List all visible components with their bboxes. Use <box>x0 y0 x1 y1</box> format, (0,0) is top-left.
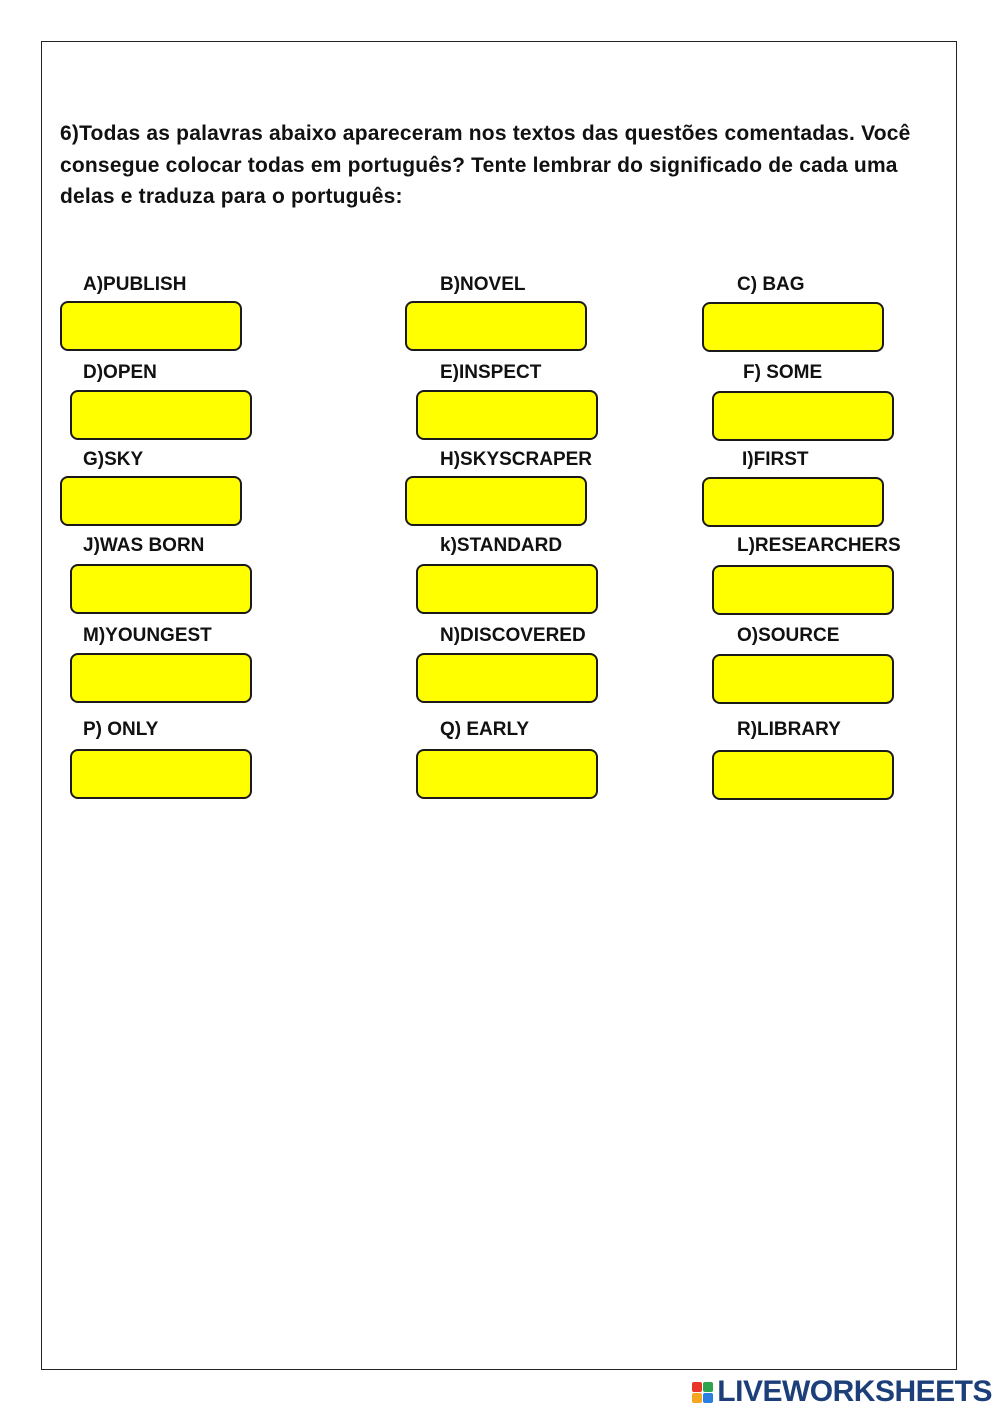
item-label-o: O)SOURCE <box>737 625 840 646</box>
item-label-i: I)FIRST <box>742 449 809 470</box>
worksheet-page <box>41 41 957 1370</box>
answer-input-r[interactable] <box>712 750 894 800</box>
answer-input-g[interactable] <box>60 476 242 526</box>
item-label-c: C) BAG <box>737 274 805 295</box>
item-label-l: L)RESEARCHERS <box>737 535 901 556</box>
answer-input-a[interactable] <box>60 301 242 351</box>
answer-input-i[interactable] <box>702 477 884 527</box>
item-label-r: R)LIBRARY <box>737 719 841 740</box>
item-label-p: P) ONLY <box>83 719 159 740</box>
answer-input-e[interactable] <box>416 390 598 440</box>
item-label-b: B)NOVEL <box>440 274 526 295</box>
answer-input-l[interactable] <box>712 565 894 615</box>
item-label-h: H)SKYSCRAPER <box>440 449 593 470</box>
liveworksheets-logo[interactable] <box>692 1375 992 1409</box>
liveworksheets-logo-icon <box>692 1382 713 1403</box>
item-label-a: A)PUBLISH <box>83 274 187 295</box>
item-label-d: D)OPEN <box>83 362 157 383</box>
item-label-e: E)INSPECT <box>440 362 542 383</box>
answer-input-h[interactable] <box>405 476 587 526</box>
answer-input-d[interactable] <box>70 390 252 440</box>
item-label-k: k)STANDARD <box>440 535 563 556</box>
answer-input-b[interactable] <box>405 301 587 351</box>
answer-input-j[interactable] <box>70 564 252 614</box>
item-label-j: J)WAS BORN <box>83 535 205 556</box>
answer-input-c[interactable] <box>702 302 884 352</box>
item-label-q: Q) EARLY <box>440 719 530 740</box>
item-label-f: F) SOME <box>743 362 823 383</box>
answer-input-k[interactable] <box>416 564 598 614</box>
answer-input-n[interactable] <box>416 653 598 703</box>
answer-input-q[interactable] <box>416 749 598 799</box>
item-label-m: M)YOUNGEST <box>83 625 212 646</box>
answer-input-o[interactable] <box>712 654 894 704</box>
item-label-g: G)SKY <box>83 449 144 470</box>
item-label-n: N)DISCOVERED <box>440 625 586 646</box>
answer-input-p[interactable] <box>70 749 252 799</box>
instructions-text: 6)Todas as palavras abaixo apareceram nos textos das questões comentadas. Você consegue colocar todas em português? Tente lembrar do significado de cada uma delas e traduza para o português: <box>60 122 911 208</box>
logo-text: LIVEWORKSHEETS <box>717 1375 992 1408</box>
answer-input-f[interactable] <box>712 391 894 441</box>
answer-input-m[interactable] <box>70 653 252 703</box>
